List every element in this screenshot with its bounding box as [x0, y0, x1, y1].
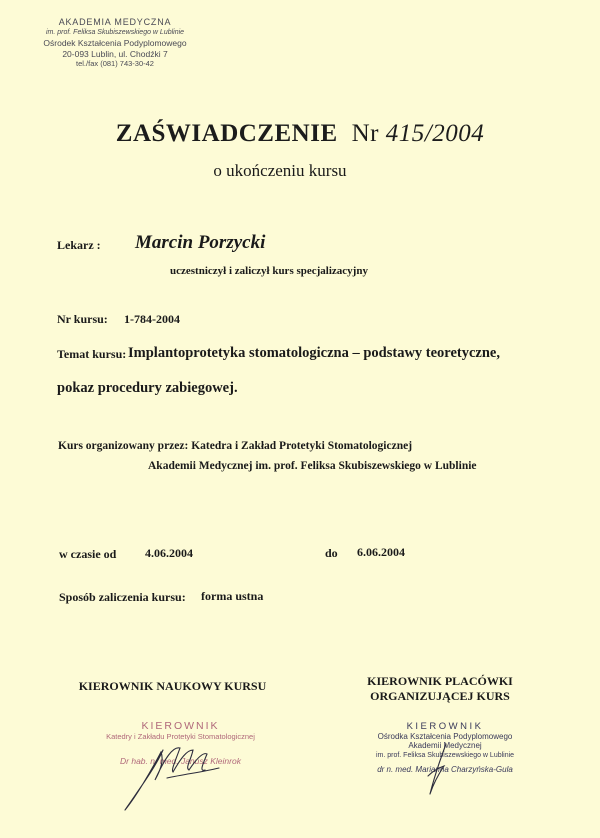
title-main: ZAŚWIADCZENIE	[115, 120, 338, 147]
stamp-line: Ośrodek Kształcenia Podyplomowego	[43, 38, 187, 48]
facility-head-heading-line-2: ORGANIZUJĄCEJ KURS	[370, 689, 510, 703]
right-handwritten-signature	[410, 738, 470, 798]
stamp-title: KIEROWNIK	[406, 721, 484, 732]
stamp-line: Katedry i Zakładu Protetyki Stomatologicznej	[106, 731, 255, 741]
stamp-line: AKADEMIA MEDYCZNA	[58, 17, 172, 27]
scientific-head-heading: KIEROWNIK NAUKOWY KURSU	[78, 679, 267, 693]
stamp-line: im. prof. Feliksa Skubiszewskiego w Lublinie	[45, 28, 185, 36]
organizer-line-2: Akademii Medycznej im. prof. Feliksa Skubiszewskiego w Lublinie	[148, 460, 477, 472]
organizer-label: Kurs organizowany przez:	[58, 440, 189, 452]
stamp-line: 20-093 Lublin, ul. Chodźki 7	[62, 48, 168, 59]
doctor-label: Lekarz :	[57, 238, 101, 252]
left-handwritten-signature	[95, 728, 225, 818]
course-number-value: 1-784-2004	[124, 312, 180, 326]
stamp-line: Ośrodka Kształcenia Podyplomowego	[377, 731, 513, 741]
completion-statement: uczestniczył i zaliczył kurs specjalizacyjny	[170, 265, 368, 277]
course-number-label: Nr kursu:	[57, 312, 108, 326]
doctor-name: Marcin Porzycki	[135, 232, 266, 253]
topic-line-2: pokaz procedury zabiegowej.	[57, 380, 238, 396]
completion-method-value: forma ustna	[201, 589, 264, 603]
date-to-label: do	[325, 546, 338, 560]
topic-line-1: Implantoprotetyka stomatologiczna – podstawy teoretyczne,	[128, 345, 500, 361]
stamp-line: im. prof. Feliksa Skubiszewskiego w Lublinie	[375, 751, 515, 759]
stamp-line: Akademii Medycznej	[408, 741, 482, 750]
title-nr-label: Nr	[351, 120, 380, 147]
date-from-label: w czasie od	[59, 547, 117, 561]
date-from-value: 4.06.2004	[145, 546, 193, 560]
organizer-department: Katedra i Zakład Protetyki Stomatologicznej	[191, 440, 413, 452]
stamp-name: Dr hab. n. med. Janusz Kleinrok	[120, 756, 241, 766]
stamp-line: tel./fax (081) 743-30-42	[76, 59, 154, 68]
stamp-name: dr n. med. Marianna Charzyńska-Gula	[377, 765, 513, 774]
institution-stamp	[20, 17, 210, 70]
date-to-value: 6.06.2004	[357, 545, 405, 559]
stamp-title: KIEROWNIK	[141, 720, 220, 732]
certificate-number: 415/2004	[385, 120, 485, 147]
organizer-line-1	[58, 440, 412, 452]
certificate-title	[0, 120, 600, 148]
completion-method-label: Sposób zaliczenia kursu:	[59, 590, 186, 604]
topic-label: Temat kursu:	[57, 347, 127, 361]
certificate-subtitle: o ukończeniu kursu	[213, 161, 347, 180]
facility-head-heading-line-1: KIEROWNIK PLACÓWKI	[367, 674, 513, 688]
